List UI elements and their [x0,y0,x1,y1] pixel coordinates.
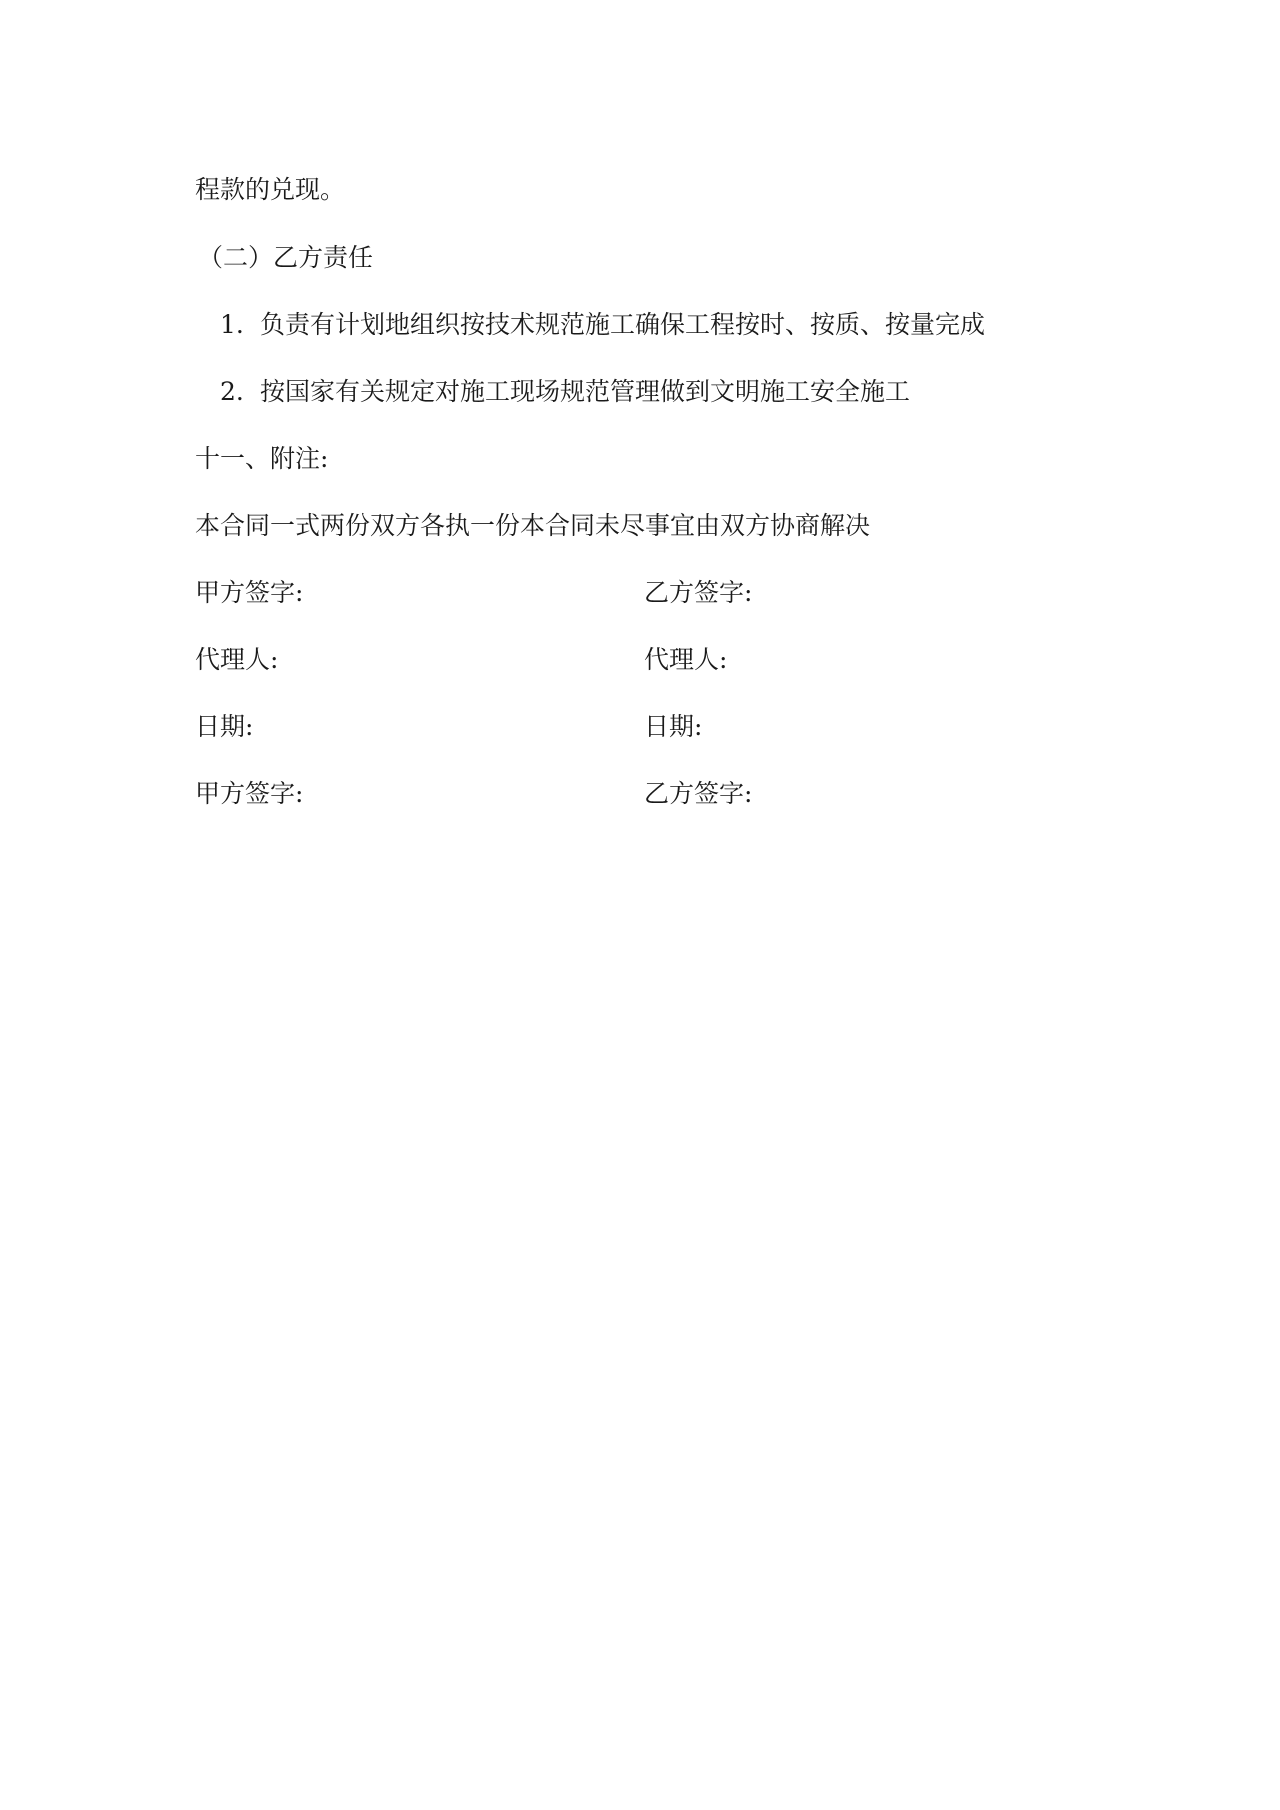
list-item-number: 2. [220,377,244,406]
party-a-signature-label: 甲方签字: [195,578,304,607]
party-b-signature-label: 乙方签字: [644,779,753,808]
list-item-number: 1. [220,310,244,339]
continuation-text: 程款的兑现。 [195,175,346,204]
list-item-text: 按国家有关规定对施工现场规范管理做到文明施工安全施工 [260,377,911,406]
party-a-signature-label: 甲方签字: [195,779,304,808]
list-item [220,308,985,342]
list-item [220,375,910,409]
appendix-heading: 十一、附注: [195,444,329,473]
list-item-text: 负责有计划地组织按技术规范施工确保工程按时、按质、按量完成 [260,310,986,339]
party-a-agent-label: 代理人: [195,645,279,674]
party-b-agent-label: 代理人: [644,645,728,674]
party-b-date-label: 日期: [644,712,703,741]
appendix-text: 本合同一式两份双方各执一份本合同未尽事宜由双方协商解决 [195,511,871,540]
party-b-signature-label: 乙方签字: [644,578,753,607]
party-a-date-label: 日期: [195,712,254,741]
section-heading-party-b-responsibility: （二）乙方责任 [198,243,374,272]
